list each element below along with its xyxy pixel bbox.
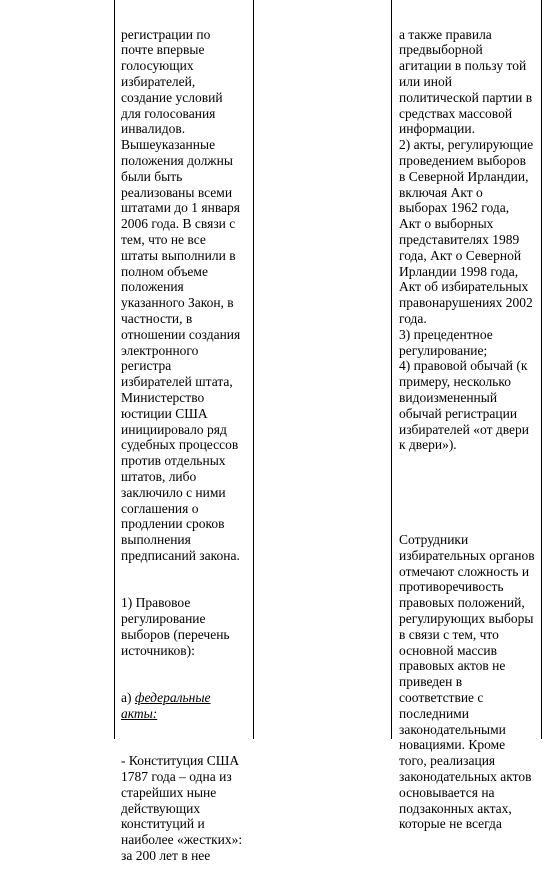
right-paragraph-2: Сотрудники избирательных органов отмечают сложность и противоречивость правовых положений, регулирующих выборы в связи с тем, что основной массив правовых актов не приведен в соответствие с последними законодательными новациями. Кроме того, реализация законодательных актов основывается на подзаконных актах, которые не всегда (399, 532, 535, 832)
left-paragraph-2: 1) Правовое регулирование выборов (перечень источников): (121, 595, 230, 658)
federal-acts-heading (121, 690, 251, 722)
right-paragraph-1: а также правила предвыборной агитации в пользу той или иной политической партии в средствах массовой информации. 2) акты, регулирующие проведением выборов в Северной Ирландии, включая Акт о выборах 1962 года, Акт о выборных представителях 1989 года, Акт о Северной Ирландии 1998 года, Акт об избирательных правонарушениях 2002 года. 3) прецедентное регулирование; 4) правовой обычай (к примеру, несколько видоизмененный обычай регистрации избирателей «от двери к двери»). (399, 26, 534, 453)
right-column-text (399, 0, 544, 864)
table-border-3 (391, 0, 392, 739)
table-border-1 (114, 0, 115, 739)
left-column-text (121, 0, 251, 895)
left-paragraph-1: регистрации по почте впервые голосующих избирателей, создание условий для голосования инвалидов. Вышеуказанные положения должны были быть реализованы всеми штатами до 1 января 2006 года. В связи с тем, что не все штаты выполнили в полном объеме положения указанного Закон, в частности, в отношении создания электронного регистра избирателей штата, Министерство юстиции США инициировало ряд судебных процессов против отдельных штатов, либо заключило с ними соглашения о продлении сроков выполнения предписаний закона. (121, 26, 241, 563)
federal-acts-prefix: а) (121, 690, 135, 706)
table-border-2 (253, 0, 254, 739)
left-paragraph-3: - Конституция США 1787 года – одна из старейших ныне действующих конституций и наиболее «жестких»: за 200 лет в нее (121, 753, 243, 864)
paragraph-gap (399, 485, 544, 501)
federal-acts-label: федеральные акты: (121, 690, 211, 721)
